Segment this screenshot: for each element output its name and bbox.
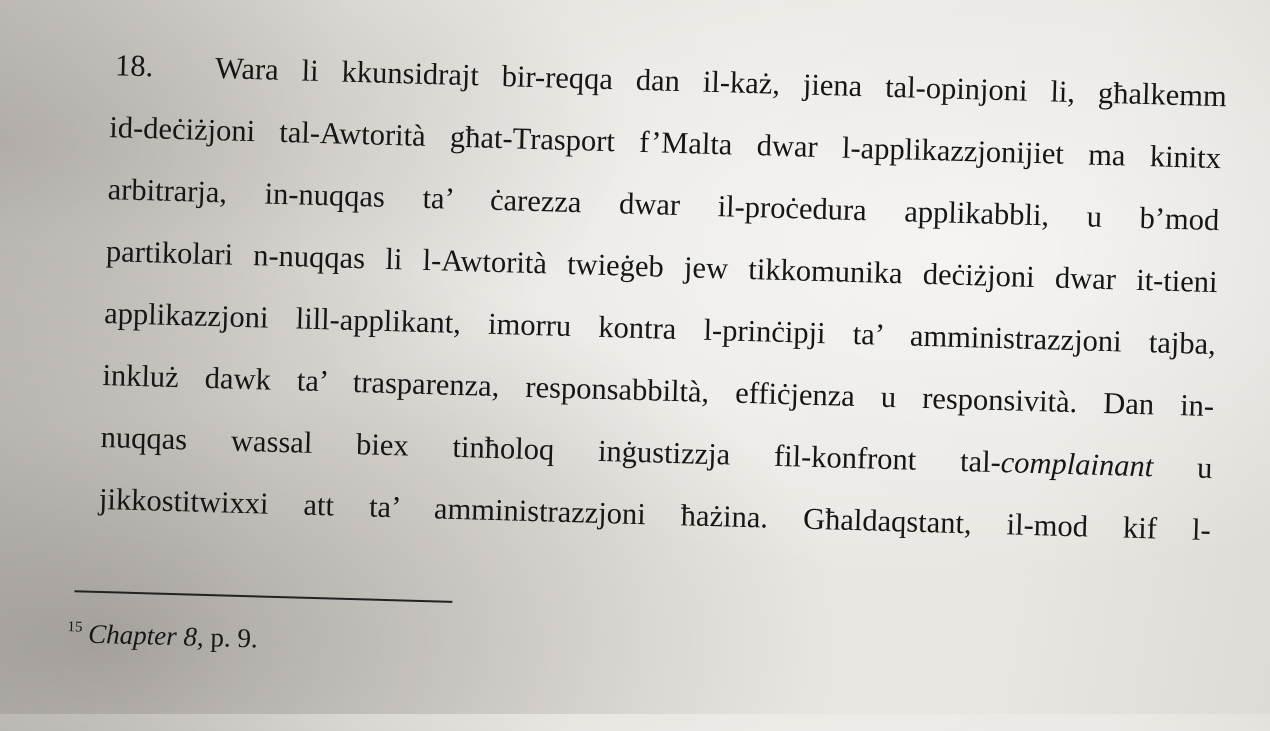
paragraph-line-7 (100, 419, 1213, 486)
italic-term: complainant (1000, 445, 1154, 484)
paragraph-line-2: id-deċiżjoni tal-Awtorità għat-Trasport f’Malta dwar l-applikazzjonijiet ma kinitx (108, 110, 1222, 176)
paragraph-line-6: inkluż dawk ta’ trasparenza, responsabbiltà, effiċjenza u responsività. Dan in- (102, 358, 1215, 424)
footnote-citation-title: Chapter 8 (87, 618, 198, 652)
footnote (67, 610, 259, 655)
paragraph-text-7a: nuqqas wassal biex tinħoloq inġustizzja fil-konfront tal- (100, 419, 1002, 480)
footnote-number: 15 (67, 619, 83, 636)
paragraph-line-4: partikolari n-nuqqas li l-Awtorità twieġeb jew tikkomunika deċiżjoni dwar it-tieni (105, 234, 1219, 300)
paragraph-text-7b: u (1152, 449, 1213, 486)
footnote-separator (74, 590, 452, 603)
paragraph-line-1 (115, 47, 1228, 114)
paragraph-line-8: jikkostitwixxi att ta’ amministrazzjoni ħażina. Għaldaqstant, il-mod kif l- (98, 481, 1212, 548)
paragraph-line-5: applikazzjoni lill-applikant, imorru kontra l-prinċipji ta’ amministrazzjoni tajba, (103, 296, 1217, 362)
paragraph-line-3: arbitrarja, in-nuqqas ta’ ċarezza dwar il-proċedura applikabbli, u b’mod (107, 172, 1220, 238)
paragraph-number: 18. (114, 48, 154, 84)
footnote-citation-rest: , p. 9. (196, 621, 259, 654)
paragraph-text-1: Wara li kkunsidrajt bir-reqqa dan il-każ, jiena tal-opinjoni li, għalkemm (214, 51, 1228, 114)
